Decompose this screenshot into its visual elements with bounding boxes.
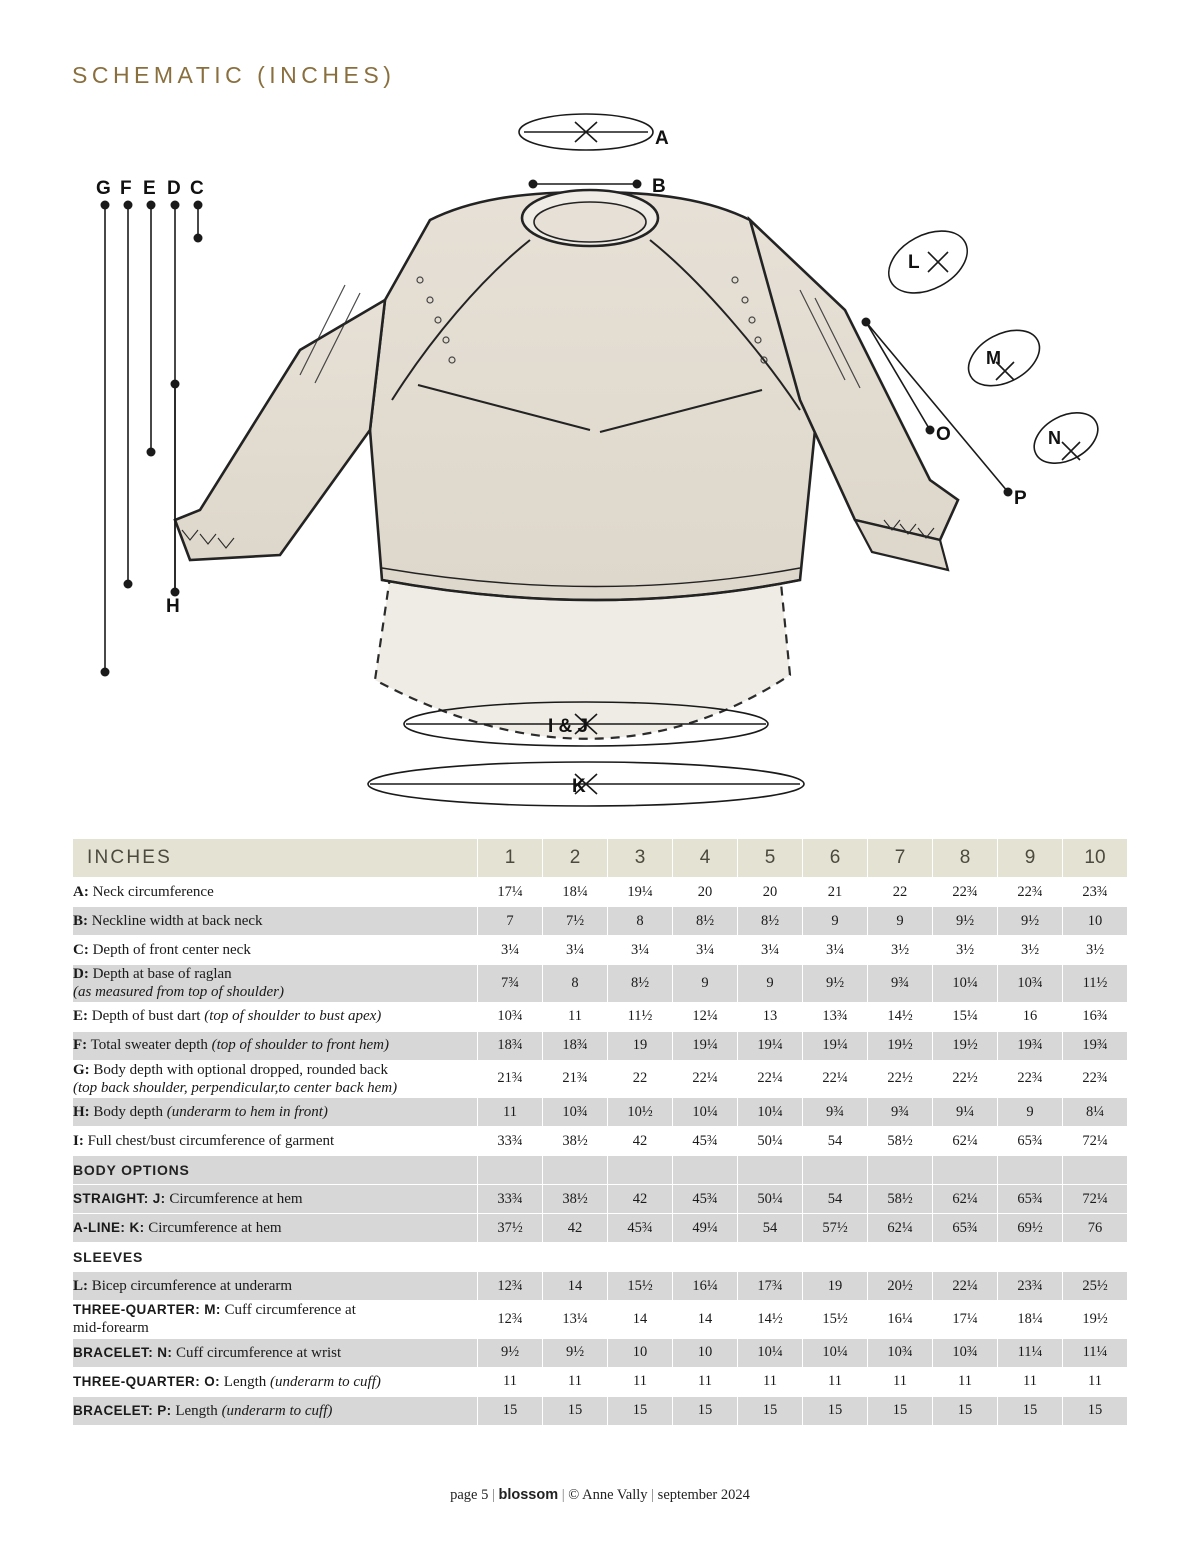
row-value: 15	[868, 1396, 933, 1425]
row-label: A-LINE: K: Circumference at hem	[73, 1214, 478, 1243]
row-value: 10¾	[933, 1338, 998, 1367]
label-A: A	[655, 128, 669, 149]
row-value	[478, 1243, 543, 1272]
label-B: B	[652, 176, 666, 197]
row-value: 49¼	[673, 1214, 738, 1243]
table-row	[73, 1301, 1128, 1339]
page-title: SCHEMATIC (INCHES)	[72, 62, 396, 88]
row-value: 10½	[608, 1098, 673, 1127]
row-value	[738, 1243, 803, 1272]
row-value: 9½	[998, 907, 1063, 936]
table-header-row	[73, 839, 1128, 878]
row-value: 15½	[803, 1301, 868, 1339]
callout-L-ellipse	[878, 218, 978, 305]
row-value: 72¼	[1063, 1185, 1128, 1214]
page-footer	[0, 1487, 1200, 1504]
row-value: 15¼	[933, 1002, 998, 1031]
row-value: 50¼	[738, 1185, 803, 1214]
row-value	[608, 1243, 673, 1272]
row-value	[998, 1156, 1063, 1185]
header-size-5: 5	[738, 839, 803, 878]
row-value: 11	[868, 1367, 933, 1396]
row-value: 3¼	[738, 936, 803, 965]
row-value: 16	[998, 1002, 1063, 1031]
row-value: 12¾	[478, 1272, 543, 1301]
row-value: 11	[933, 1367, 998, 1396]
row-value: 54	[803, 1185, 868, 1214]
row-label: L: Bicep circumference at underarm	[73, 1272, 478, 1301]
footer-sep-3: |	[651, 1487, 655, 1503]
header-size-10: 10	[1063, 839, 1128, 878]
row-value: 15	[478, 1396, 543, 1425]
row-value: 9	[803, 907, 868, 936]
row-value	[1063, 1156, 1128, 1185]
row-value: 54	[738, 1214, 803, 1243]
row-value: 23¾	[1063, 878, 1128, 907]
row-value: 12¼	[673, 1002, 738, 1031]
row-value: 38½	[543, 1127, 608, 1156]
row-value: 18¾	[543, 1031, 608, 1060]
row-value	[803, 1156, 868, 1185]
row-value: 8¼	[1063, 1098, 1128, 1127]
row-value: 8½	[673, 907, 738, 936]
row-value: 9¾	[868, 965, 933, 1003]
row-value: 19½	[933, 1031, 998, 1060]
row-value: 42	[608, 1185, 673, 1214]
row-value: 37½	[478, 1214, 543, 1243]
row-value: 8½	[608, 965, 673, 1003]
row-value: 3½	[933, 936, 998, 965]
row-value: 14	[673, 1301, 738, 1339]
table-row	[73, 907, 1128, 936]
label-IJ: I & J	[548, 716, 589, 737]
table-row	[73, 1098, 1128, 1127]
row-value	[673, 1243, 738, 1272]
row-value: 11	[543, 1002, 608, 1031]
row-value: 62¼	[933, 1185, 998, 1214]
row-value	[803, 1243, 868, 1272]
row-value: 13¼	[543, 1301, 608, 1339]
row-value: 15	[673, 1396, 738, 1425]
row-value: 10¼	[738, 1338, 803, 1367]
row-value: 50¼	[738, 1127, 803, 1156]
row-value: 3½	[868, 936, 933, 965]
footer-date: september 2024	[657, 1487, 750, 1503]
row-value: 13	[738, 1002, 803, 1031]
row-label: I: Full chest/bust circumference of garment	[73, 1127, 478, 1156]
row-value: 10¾	[868, 1338, 933, 1367]
row-value: 18¼	[998, 1301, 1063, 1339]
row-value: 11	[998, 1367, 1063, 1396]
row-label: E: Depth of bust dart (top of shoulder to bust apex)	[73, 1002, 478, 1031]
row-value: 8	[608, 907, 673, 936]
label-D: D	[167, 178, 181, 199]
header-size-6: 6	[803, 839, 868, 878]
row-value: 22¾	[998, 878, 1063, 907]
row-value: 9	[868, 907, 933, 936]
row-value: 19	[608, 1031, 673, 1060]
table-row	[73, 1367, 1128, 1396]
row-value: 22¾	[1063, 1060, 1128, 1098]
row-value: 22¼	[803, 1060, 868, 1098]
row-value: 19¼	[738, 1031, 803, 1060]
table-row	[73, 965, 1128, 1003]
row-value	[1063, 1243, 1128, 1272]
row-value: 10	[608, 1338, 673, 1367]
row-value: 21¾	[478, 1060, 543, 1098]
row-value: 15	[933, 1396, 998, 1425]
row-value: 19¼	[608, 878, 673, 907]
table-row	[73, 1396, 1128, 1425]
row-value: 16¼	[673, 1272, 738, 1301]
row-value: 18¼	[543, 878, 608, 907]
measurements-table	[72, 838, 1128, 1426]
row-value: 65¾	[933, 1214, 998, 1243]
row-value: 14½	[738, 1301, 803, 1339]
row-value: 22¼	[933, 1272, 998, 1301]
row-value: 22	[868, 878, 933, 907]
row-value: 65¾	[998, 1185, 1063, 1214]
schematic-diagram	[0, 100, 1200, 820]
label-C: C	[190, 178, 204, 199]
row-value: 22	[608, 1060, 673, 1098]
row-value: 10¼	[803, 1338, 868, 1367]
row-value	[673, 1156, 738, 1185]
row-value: 62¼	[933, 1127, 998, 1156]
label-G: G	[96, 178, 111, 199]
row-value: 13¾	[803, 1002, 868, 1031]
label-P: P	[1014, 488, 1027, 509]
row-value: 15½	[608, 1272, 673, 1301]
footer-brand: blossom	[498, 1487, 559, 1503]
label-L: L	[908, 252, 920, 273]
row-value: 19	[803, 1272, 868, 1301]
row-value: 22¾	[933, 878, 998, 907]
row-value: 3½	[1063, 936, 1128, 965]
row-label: BRACELET: N: Cuff circumference at wrist	[73, 1338, 478, 1367]
row-value: 11	[478, 1367, 543, 1396]
row-value: 42	[543, 1214, 608, 1243]
label-K: K	[572, 776, 586, 797]
row-value: 20	[673, 878, 738, 907]
row-label: A: Neck circumference	[73, 878, 478, 907]
row-value: 19¼	[803, 1031, 868, 1060]
row-value: 15	[803, 1396, 868, 1425]
table-row	[73, 1338, 1128, 1367]
row-value: 15	[738, 1396, 803, 1425]
row-value: 33¾	[478, 1127, 543, 1156]
row-value: 10¾	[998, 965, 1063, 1003]
row-value: 38½	[543, 1185, 608, 1214]
row-value: 65¾	[998, 1127, 1063, 1156]
table-head	[73, 839, 1128, 878]
row-value: 3¼	[543, 936, 608, 965]
row-value: 11	[673, 1367, 738, 1396]
row-value	[738, 1156, 803, 1185]
table-row	[73, 1214, 1128, 1243]
label-E: E	[143, 178, 156, 199]
row-value: 14½	[868, 1002, 933, 1031]
row-value: 16¾	[1063, 1002, 1128, 1031]
row-value: 58½	[868, 1127, 933, 1156]
row-value: 15	[1063, 1396, 1128, 1425]
row-value: 22¾	[998, 1060, 1063, 1098]
row-value: 3¼	[803, 936, 868, 965]
row-value: 7	[478, 907, 543, 936]
table-row	[73, 1060, 1128, 1098]
row-value: 10¼	[933, 965, 998, 1003]
row-value: 3½	[998, 936, 1063, 965]
table-row	[73, 1272, 1128, 1301]
row-label: THREE-QUARTER: M: Cuff circumference at mid-forearm	[73, 1301, 478, 1339]
table-row	[73, 878, 1128, 907]
row-label: THREE-QUARTER: O: Length (underarm to cuff)	[73, 1367, 478, 1396]
row-value: 11	[738, 1367, 803, 1396]
label-M: M	[986, 348, 1001, 368]
row-value: 54	[803, 1127, 868, 1156]
row-value: 11	[478, 1098, 543, 1127]
footer-copyright: © Anne Vally	[568, 1487, 648, 1503]
measurements-table-wrap	[72, 838, 1128, 1426]
row-value: 33¾	[478, 1185, 543, 1214]
table-row	[73, 1031, 1128, 1060]
table-section-row	[73, 1243, 1128, 1272]
row-value: 11	[1063, 1367, 1128, 1396]
row-value: 19¼	[673, 1031, 738, 1060]
row-value: 10¾	[478, 1002, 543, 1031]
row-value: 10¼	[738, 1098, 803, 1127]
row-value: 62¼	[868, 1214, 933, 1243]
row-value: 9	[673, 965, 738, 1003]
header-size-1: 1	[478, 839, 543, 878]
row-value: 22½	[868, 1060, 933, 1098]
row-value: 20	[738, 878, 803, 907]
row-value: 9¼	[933, 1098, 998, 1127]
row-value: 8	[543, 965, 608, 1003]
row-label: BRACELET: P: Length (underarm to cuff)	[73, 1396, 478, 1425]
row-value: 76	[1063, 1214, 1128, 1243]
row-value: 10¾	[543, 1098, 608, 1127]
label-H: H	[166, 596, 180, 617]
row-value	[868, 1156, 933, 1185]
row-value: 11½	[608, 1002, 673, 1031]
row-value: 25½	[1063, 1272, 1128, 1301]
row-value: 17¼	[478, 878, 543, 907]
label-N: N	[1048, 428, 1061, 448]
row-value: 9¾	[868, 1098, 933, 1127]
row-value: 23¾	[998, 1272, 1063, 1301]
row-value: 19¾	[998, 1031, 1063, 1060]
row-value: 18¾	[478, 1031, 543, 1060]
row-value: 7¾	[478, 965, 543, 1003]
row-value: 15	[608, 1396, 673, 1425]
row-label: D: Depth at base of raglan (as measured from top of shoulder)	[73, 965, 478, 1003]
row-value: 11¼	[1063, 1338, 1128, 1367]
callout-M-ellipse	[959, 319, 1049, 397]
table-row	[73, 1002, 1128, 1031]
row-value: 20½	[868, 1272, 933, 1301]
row-value: 8½	[738, 907, 803, 936]
row-value: 22¼	[673, 1060, 738, 1098]
header-size-8: 8	[933, 839, 998, 878]
row-label: SLEEVES	[73, 1243, 478, 1272]
row-value: 12¾	[478, 1301, 543, 1339]
table-row	[73, 1185, 1128, 1214]
header-size-2: 2	[543, 839, 608, 878]
table-row	[73, 1127, 1128, 1156]
header-size-9: 9	[998, 839, 1063, 878]
callout-N-ellipse	[1026, 403, 1107, 474]
row-value	[608, 1156, 673, 1185]
row-value: 19½	[1063, 1301, 1128, 1339]
header-inches: INCHES	[73, 839, 478, 878]
table-body	[73, 878, 1128, 1426]
row-value: 9½	[803, 965, 868, 1003]
row-value	[868, 1243, 933, 1272]
row-value	[933, 1156, 998, 1185]
row-value: 17¼	[933, 1301, 998, 1339]
row-value: 21¾	[543, 1060, 608, 1098]
header-size-7: 7	[868, 839, 933, 878]
row-value: 21	[803, 878, 868, 907]
row-value	[478, 1156, 543, 1185]
row-value: 3¼	[673, 936, 738, 965]
row-value: 19¾	[1063, 1031, 1128, 1060]
label-O: O	[936, 424, 951, 445]
footer-sep-2: |	[561, 1487, 565, 1503]
row-value	[543, 1243, 608, 1272]
row-label: STRAIGHT: J: Circumference at hem	[73, 1185, 478, 1214]
row-value	[933, 1243, 998, 1272]
row-value: 19½	[868, 1031, 933, 1060]
table-row	[73, 936, 1128, 965]
row-value: 45¾	[673, 1185, 738, 1214]
row-value: 10	[1063, 907, 1128, 936]
row-value: 42	[608, 1127, 673, 1156]
row-value: 69½	[998, 1214, 1063, 1243]
row-value: 22¼	[738, 1060, 803, 1098]
row-value: 9½	[933, 907, 998, 936]
row-value: 11	[608, 1367, 673, 1396]
row-value: 9	[998, 1098, 1063, 1127]
footer-page: page 5	[450, 1487, 489, 1503]
row-value: 14	[608, 1301, 673, 1339]
row-value: 15	[543, 1396, 608, 1425]
row-label: H: Body depth (underarm to hem in front)	[73, 1098, 478, 1127]
row-value: 10¼	[673, 1098, 738, 1127]
row-value: 72¼	[1063, 1127, 1128, 1156]
footer-sep-1: |	[491, 1487, 495, 1503]
header-size-3: 3	[608, 839, 673, 878]
row-value: 57½	[803, 1214, 868, 1243]
row-value: 16¼	[868, 1301, 933, 1339]
row-value: 22½	[933, 1060, 998, 1098]
row-value: 45¾	[608, 1214, 673, 1243]
sweater-illustration	[175, 190, 958, 739]
row-value: 10	[673, 1338, 738, 1367]
row-value	[543, 1156, 608, 1185]
header-size-4: 4	[673, 839, 738, 878]
row-value: 15	[998, 1396, 1063, 1425]
row-label: G: Body depth with optional dropped, rounded back (top back shoulder, perpendicular,to center back hem)	[73, 1060, 478, 1098]
row-value: 45¾	[673, 1127, 738, 1156]
row-value: 3¼	[608, 936, 673, 965]
row-label: F: Total sweater depth (top of shoulder to front hem)	[73, 1031, 478, 1060]
table-section-row	[73, 1156, 1128, 1185]
row-value: 9½	[543, 1338, 608, 1367]
row-value: 17¾	[738, 1272, 803, 1301]
row-label: B: Neckline width at back neck	[73, 907, 478, 936]
row-value: 11	[803, 1367, 868, 1396]
row-value: 14	[543, 1272, 608, 1301]
row-value: 11½	[1063, 965, 1128, 1003]
row-value: 7½	[543, 907, 608, 936]
label-F: F	[120, 178, 132, 199]
row-value: 58½	[868, 1185, 933, 1214]
row-value: 9	[738, 965, 803, 1003]
row-value: 3¼	[478, 936, 543, 965]
row-value: 11¼	[998, 1338, 1063, 1367]
row-value: 9¾	[803, 1098, 868, 1127]
row-value: 11	[543, 1367, 608, 1396]
row-label: BODY OPTIONS	[73, 1156, 478, 1185]
row-value: 9½	[478, 1338, 543, 1367]
row-label: C: Depth of front center neck	[73, 936, 478, 965]
row-value	[998, 1243, 1063, 1272]
